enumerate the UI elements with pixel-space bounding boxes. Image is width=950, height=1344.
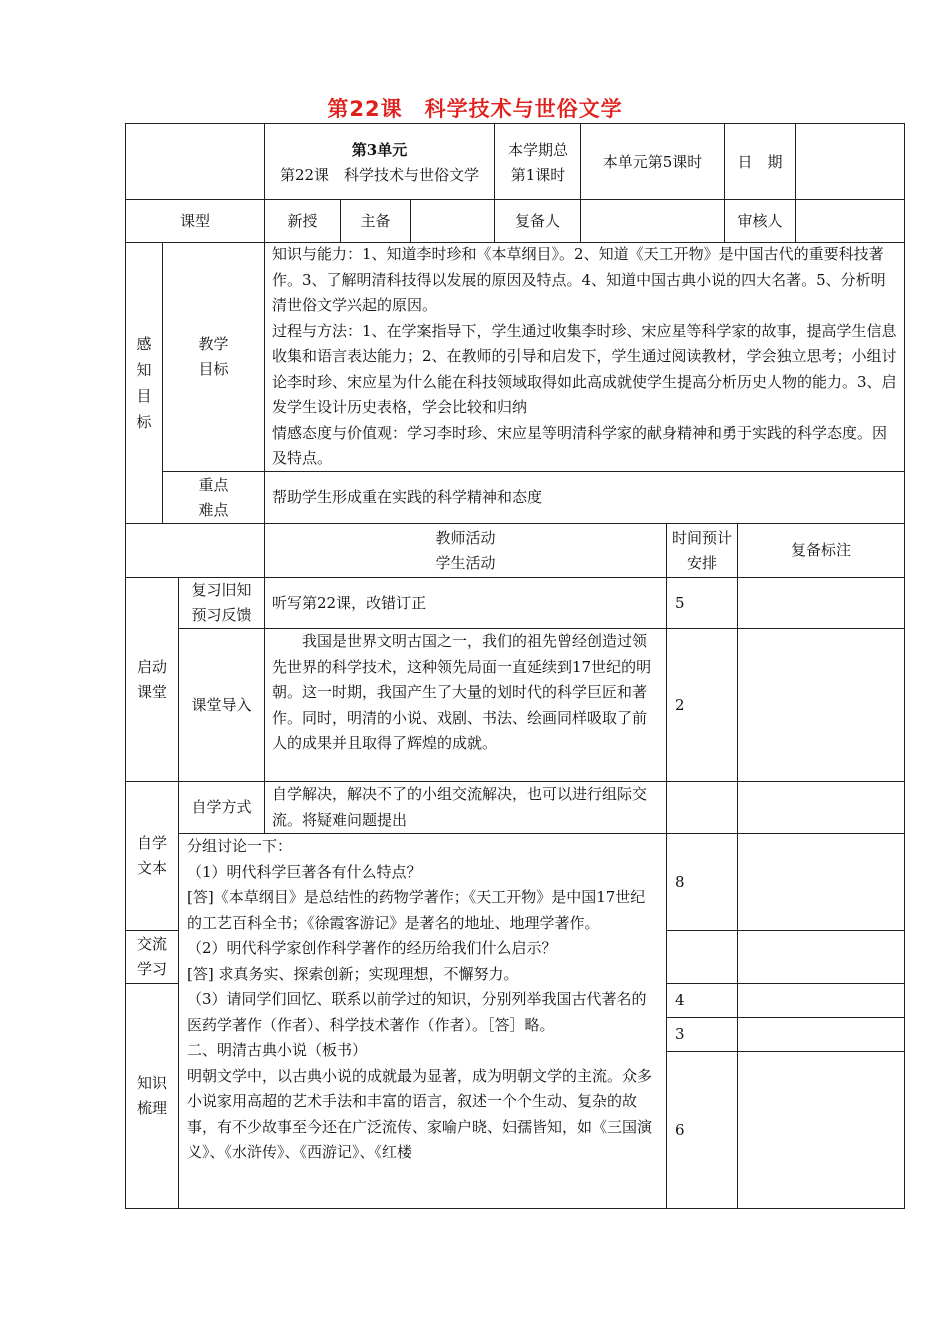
discussion-time-1: 8 xyxy=(675,872,685,891)
discussion-text xyxy=(187,834,659,1208)
type-value: 新授 xyxy=(287,211,318,230)
discussion-time-3: 3 xyxy=(675,1025,685,1043)
time-header: 时间预计安排 xyxy=(671,528,732,572)
section-qidong: 启动课堂 xyxy=(136,657,167,701)
key-points-label: 重点难点 xyxy=(198,475,229,519)
discussion-line: 明朝文学中，以古典小说的成就最为显著，成为明朝文学的主流。众多小说家用高超的艺术手法和丰富的语言，叙述一个个生动、复杂的故事，有不少故事至今还在广泛流传、家喻户晓、妇孺皆知，如《三国演义》、《水浒传》、《西游记》、《红楼 xyxy=(187,1066,653,1161)
goal-process: 过程与方法：1、在学案指导下，学生通过收集李时珍、宋应星等科学家的故事，提高学生信息收集和语言表达能力；2、在教师的引导和启发下，学生通过阅读教材，学会独立思考；小组讨论李时珍、宋应星为什么能在科技领域取得如此高成就使学生提高分析历史人物的能力。3、启发学生设计历史表格，学会比较和归纳 xyxy=(272,321,897,416)
discussion-line: [答]《本草纲目》是总结性的药物学著作；《天工开物》是中国17世纪的工艺百科全书；《徐霞客游记》是著名的地址、地理学著作。 xyxy=(187,888,646,932)
lead-label: 主备 xyxy=(360,211,391,230)
self-study-label: 自学方式 xyxy=(191,798,252,816)
intro-row-time: 2 xyxy=(675,695,685,714)
term-total: 本学期总第1课时 xyxy=(507,140,568,184)
discussion-line: （3）请同学们回忆、联系以前学过的知识，分别列举我国古代著名的医药学著作（作者）、科学技术著作（作者）。［答］略。 xyxy=(187,990,647,1034)
audit-label: 审核人 xyxy=(737,211,783,230)
date-label: 日 期 xyxy=(737,153,783,171)
type-label: 课型 xyxy=(179,211,210,230)
discussion-line: （2）明代科学家创作科学著作的经历给我们什么启示？ xyxy=(187,939,557,957)
lesson-title: 第22课 科学技术与世俗文学 xyxy=(279,165,480,184)
discussion-time-4: 6 xyxy=(675,1120,685,1139)
intro-row-text: 我国是世界文明古国之一，我们的祖先曾经创造过领先世界的科学技术，这种领先局面一直延续到17世纪的明朝。这一时期，我国产生了大量的划时代的科学巨匠和著作。同时，明清的小说、戏剧、书法、绘画同样吸取了前人的成果并且取得了辉煌的成就。 xyxy=(272,632,652,752)
date-value xyxy=(796,126,904,199)
discussion-line: （1）明代科学巨著各有什么特点？ xyxy=(187,862,422,881)
discussion-line: 二、明清古典小说（板书） xyxy=(187,1041,368,1059)
teaching-goals-label: 教学目标 xyxy=(198,335,229,378)
goal-knowledge: 知识与能力：1、知道李时珍和《本草纲目》。2、知道《天工开物》是中国古代的重要科技著作。3、了解明清科技得以发展的原因及特点。4、知道中国古典小说的四大名著。5、分析明清世俗文学兴起的原因。 xyxy=(272,245,886,314)
key-points-text: 帮助学生形成重在实践的科学精神和态度 xyxy=(272,488,543,506)
section-jiaoliu: 交流学习 xyxy=(136,935,167,978)
notes-header: 复备标注 xyxy=(790,541,851,559)
review-label: 复备人 xyxy=(514,211,560,230)
goal-attitude: 情感态度与价值观：学习李时珍、宋应星等明清科学家的献身精神和勇于实践的科学态度。因及特点。 xyxy=(272,423,888,467)
unit-hour: 本单元第5课时 xyxy=(602,153,703,171)
unit-label: 第3单元 xyxy=(351,140,408,159)
teacher-activity-label: 教师活动 xyxy=(435,528,496,547)
self-study-text: 自学解决，解决不了的小组交流解决，也可以进行组际交流。将疑难问题提出 xyxy=(272,785,648,829)
audit-value xyxy=(796,200,904,242)
review-row-text: 听写第22课，改错订正 xyxy=(272,593,427,612)
review-row-label: 复习旧知预习反馈 xyxy=(191,581,252,624)
student-activity-label: 学生活动 xyxy=(435,553,496,572)
discussion-line: 分组讨论一下： xyxy=(187,837,293,855)
section-zhishi: 知识梳理 xyxy=(136,1074,167,1117)
teaching-goals-text xyxy=(272,242,897,471)
review-value xyxy=(581,200,724,242)
lead-value xyxy=(411,200,494,242)
lesson-cell xyxy=(265,126,494,199)
intro-row-label: 课堂导入 xyxy=(191,695,252,714)
section-zixue: 自学文本 xyxy=(136,834,167,877)
review-row-time: 5 xyxy=(675,593,685,612)
page-title: 第22课 科学技术与世俗文学 xyxy=(327,97,623,121)
section-goals: 感知目标 xyxy=(136,335,152,431)
activity-header xyxy=(265,524,666,577)
discussion-time-2: 4 xyxy=(675,991,685,1009)
discussion-line: [答] 求真务实、探索创新；实现理想，不懈努力。 xyxy=(187,964,519,983)
